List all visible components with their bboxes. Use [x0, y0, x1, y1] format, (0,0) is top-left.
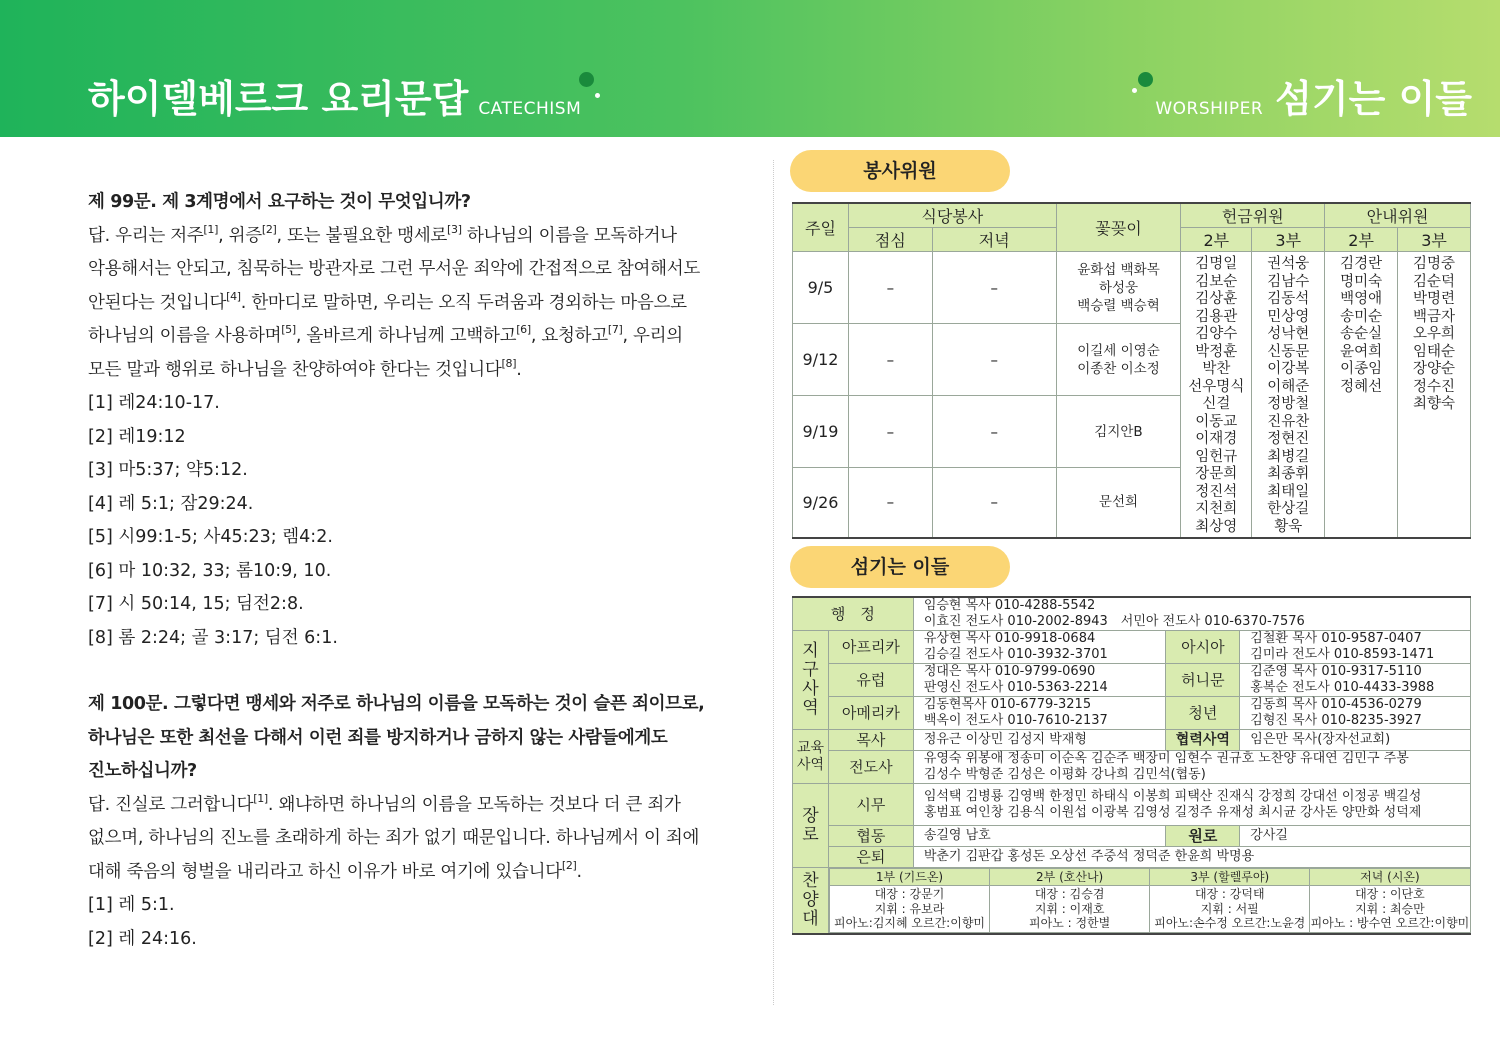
question-line: 제 100문. 그렇다면 맹세와 저주로 하나님의 이름을 모독하는 것이 슬픈 죄이므로, — [88, 694, 705, 714]
elders-label: 장 로 — [793, 784, 829, 868]
name-entry: 김양수 — [1195, 326, 1238, 342]
answer-99 — [88, 220, 743, 388]
name-entry: 김남수 — [1267, 273, 1310, 290]
choir-conductor: 지휘 : 유보라 — [874, 901, 945, 916]
education-pastors: 정유근 이상민 김성지 박재형 — [913, 730, 1166, 751]
catechism-subtitle: CATECHISM — [478, 99, 582, 119]
choir-leader: 대장 : 강덕태 — [1194, 887, 1265, 901]
choir-conductor: 지휘 : 이재호 — [1034, 901, 1105, 916]
name-entry: 최종휘 — [1267, 466, 1310, 482]
choir-accompanist: 피아노 : 방수연 오르간:이향미 — [1310, 916, 1470, 930]
name-entry: 이종찬 이소정 — [1077, 360, 1160, 377]
name-entry: 김보순 — [1195, 273, 1238, 290]
pastor-label: 목사 — [828, 730, 913, 751]
header-banner — [0, 0, 1500, 137]
reference-line: [1] 레24:10-17. — [88, 393, 220, 413]
name-entry: 김상훈 — [1195, 291, 1238, 307]
name-entry: 지천희 — [1195, 501, 1238, 517]
name-line: 홍범표 여인창 김용식 이원섭 이광복 김영성 길정주 유재성 최시균 강사돈 양만화 성덕제 — [923, 804, 1422, 820]
name-entry: 장양순 — [1413, 361, 1456, 377]
name-entry: 김순덕 — [1413, 273, 1456, 290]
table-row — [793, 597, 1471, 631]
catechism-title: 하이델베르크 요리문답 — [88, 77, 469, 121]
choir-group-name: 저녁 (시온) — [1310, 869, 1470, 886]
reference-line: [7] 시 50:14, 15; 딤전2:8. — [88, 594, 304, 614]
lunch-cell: – — [848, 396, 932, 468]
service-table — [792, 202, 1471, 539]
servers-table — [792, 596, 1471, 935]
name-entry: 하성웅 — [1098, 279, 1139, 296]
answer-line: 답. 진실로 그러합니다[1]. 왜냐하면 하나님의 이름을 모독하는 것보다 더 큰 죄가 — [88, 791, 681, 815]
dinner-cell: – — [932, 252, 1056, 324]
table-row — [793, 664, 1471, 697]
date-cell: 9/12 — [793, 324, 849, 396]
retired-elders: 박춘기 김판갑 홍성돈 오상선 주중석 정덕준 한윤희 박명용 — [913, 847, 1470, 868]
col-guide-3: 3부 — [1398, 228, 1471, 252]
answer-line: 하나님의 이름을 사용하며[5], 올바르게 하나님께 고백하고[6], 요청하고[7], 우리의 — [88, 323, 683, 346]
name-entry: 최병길 — [1267, 448, 1310, 465]
name-entry: 장문희 — [1195, 466, 1238, 482]
emeritus-label: 원로 — [1166, 826, 1240, 847]
name-entry: 정진석 — [1195, 483, 1238, 500]
col-cafeteria: 식당봉사 — [848, 203, 1056, 228]
worshiper-heading — [1155, 68, 1472, 123]
region-name: 허니문 — [1166, 664, 1240, 697]
assoc-elders: 송길영 남호 — [913, 826, 1166, 847]
region-contacts — [1240, 697, 1471, 730]
education-label: 교육 사역 — [793, 730, 829, 784]
table-row — [793, 730, 1471, 751]
choir-leader: 대장 : 김승겸 — [1034, 887, 1105, 901]
dinner-cell: – — [932, 468, 1056, 538]
contact-line: 홍복순 전도사 010-4433-3988 — [1250, 680, 1435, 695]
lunch-cell: – — [848, 468, 932, 538]
contact-line: 판영신 전도사 010-5363-2214 — [923, 680, 1108, 695]
name-entry: 박찬 — [1202, 361, 1231, 377]
lunch-cell: – — [848, 252, 932, 324]
region-name: 아프리카 — [828, 631, 913, 664]
name-entry: 이동교 — [1195, 413, 1238, 430]
choir-group-members — [1150, 886, 1310, 933]
name-entry: 이길세 이영순 — [1077, 342, 1160, 359]
region-label: 지 구 사 역 — [793, 631, 829, 730]
name-entry: 백영애 — [1340, 291, 1383, 307]
flower-cell — [1056, 324, 1181, 396]
retired-elder-label: 은퇴 — [828, 847, 913, 868]
contact-line: 김형진 목사 010-8235-3927 — [1250, 713, 1422, 728]
name-entry: 윤화섭 백화목 — [1077, 261, 1160, 278]
region-name: 청년 — [1166, 697, 1240, 730]
name-entry: 이해준 — [1267, 378, 1310, 395]
name-entry: 이재경 — [1195, 431, 1238, 447]
catechism-heading — [88, 68, 581, 123]
answer-line: 모든 말과 행위로 하나님을 찬양하여야 한다는 것입니다[8]. — [88, 356, 522, 380]
guide-2-names — [1325, 252, 1398, 538]
col-offering-3: 3부 — [1252, 228, 1325, 252]
choir-group-members — [1310, 886, 1470, 933]
table-row — [793, 784, 1471, 826]
evangelist-names — [913, 751, 1470, 784]
green-dot-icon — [1138, 72, 1153, 87]
name-entry: 성낙현 — [1267, 326, 1310, 342]
contact-line: 이효진 전도사 010-2002-8943 서민아 전도사 010-6370-7576 — [923, 614, 1305, 629]
name-entry: 박명련 — [1413, 291, 1456, 307]
choir-accompanist: 피아노 : 정한별 — [1029, 916, 1111, 930]
contact-line: 김승길 전도사 010-3932-3701 — [923, 647, 1108, 662]
green-dot-icon — [579, 72, 594, 87]
col-lunch: 점심 — [848, 228, 932, 252]
region-name: 유럽 — [828, 664, 913, 697]
assoc-elder-label: 협동 — [828, 826, 913, 847]
region-contacts — [913, 664, 1166, 697]
name-entry: 김경란 — [1340, 256, 1383, 272]
answer-line: 답. 우리는 저주[1], 위증[2], 또는 불필요한 맹세로[3] 하나님의 이름을 모독하거나 — [88, 222, 677, 246]
flower-cell — [1056, 252, 1181, 324]
name-entry: 한상길 — [1267, 501, 1310, 517]
admin-contacts — [913, 597, 1470, 631]
worshiper-subtitle: WORSHIPER — [1155, 99, 1264, 119]
reference-line: [2] 레19:12 — [88, 426, 186, 447]
region-contacts — [1240, 664, 1471, 697]
choir-table — [829, 868, 1471, 933]
name-entry: 임태순 — [1413, 343, 1456, 360]
choir-group-name: 1부 (기드온) — [829, 869, 989, 886]
name-entry: 정수진 — [1413, 378, 1456, 395]
choir-conductor: 지휘 : 최승만 — [1355, 901, 1425, 916]
question-line: 진노하십니까? — [88, 761, 197, 781]
reference-line: [5] 시99:1-5; 사45:23; 렘4:2. — [88, 527, 333, 547]
table-row — [793, 868, 1471, 934]
col-guide-2: 2부 — [1325, 228, 1398, 252]
region-name: 아시아 — [1166, 631, 1240, 664]
name-entry: 이종임 — [1340, 361, 1383, 377]
contact-line: 김준영 목사 010-9317-5110 — [1250, 664, 1422, 679]
contact-line: 백옥이 전도사 010-7610-2137 — [923, 713, 1108, 728]
references-99 — [88, 387, 743, 655]
choir-accompanist: 피아노:손수정 오르간:노윤경 — [1154, 916, 1306, 930]
dinner-cell: – — [932, 396, 1056, 468]
table-row — [793, 631, 1471, 664]
col-offering-2: 2부 — [1181, 228, 1252, 252]
choir-leader: 대장 : 강문기 — [874, 887, 945, 901]
guide-3-names — [1398, 252, 1471, 538]
name-entry: 박정훈 — [1195, 343, 1238, 360]
name-entry: 백금자 — [1413, 308, 1456, 325]
region-name: 아메리카 — [828, 697, 913, 730]
white-dot-icon — [1132, 88, 1137, 93]
name-entry: 임헌규 — [1195, 448, 1238, 465]
name-entry: 백승렬 백승혁 — [1077, 297, 1160, 314]
col-offering: 헌금위원 — [1181, 203, 1325, 228]
col-flower: 꽃꽂이 — [1056, 203, 1181, 252]
name-entry: 진유찬 — [1267, 413, 1310, 430]
choir-label: 찬 양 대 — [793, 868, 829, 934]
name-entry: 김명중 — [1413, 256, 1456, 272]
catechism-body — [88, 186, 743, 956]
flower-cell — [1056, 396, 1181, 468]
name-entry: 최태일 — [1267, 483, 1310, 500]
worshiper-title: 섬기는 이들 — [1275, 77, 1472, 121]
reference-line: [1] 레 5:1. — [88, 895, 175, 915]
name-line: 임석택 김병룡 김영백 한정민 하태식 이봉희 피택산 진재식 강정희 강대선 이정공 백길성 — [923, 788, 1422, 804]
region-contacts — [1240, 631, 1471, 664]
answer-line: 악용해서는 안되고, 침묵하는 방관자로 그런 무서운 죄악에 간접적으로 참여해서도 — [88, 259, 700, 279]
question-line: 하나님은 또한 최선을 다해서 이런 죄를 방지하거나 금하지 않는 사람들에게도 — [88, 727, 668, 748]
name-entry: 송순실 — [1340, 326, 1383, 342]
name-entry: 정혜선 — [1340, 378, 1383, 395]
choir-leader: 대장 : 이단호 — [1355, 887, 1425, 901]
name-entry: 김지안B — [1094, 423, 1143, 440]
name-line: 김성수 박형준 김성은 이평화 강나희 김민석(협동) — [923, 767, 1206, 782]
question-100 — [88, 688, 743, 789]
answer-line: 대해 죽음의 형벌을 내리라고 하신 이유가 바로 여기에 있습니다[2]. — [88, 858, 582, 882]
reference-line: [4] 레 5:1; 잠29:24. — [88, 493, 254, 514]
region-contacts — [913, 631, 1166, 664]
region-contacts — [913, 697, 1166, 730]
name-entry: 이강복 — [1267, 361, 1310, 377]
contact-line: 김철환 목사 010-9587-0407 — [1250, 631, 1422, 646]
answer-100 — [88, 789, 743, 890]
servers-section-title: 섬기는 이들 — [790, 546, 1010, 588]
name-entry: 정방철 — [1267, 396, 1310, 412]
column-divider — [773, 160, 774, 1005]
reference-line: [2] 레 24:16. — [88, 928, 197, 949]
choir-group-name: 3부 (할렐루야) — [1150, 869, 1310, 886]
table-row — [793, 826, 1471, 847]
col-date: 주일 — [793, 203, 849, 252]
answer-line: 없으며, 하나님의 진노를 초래하게 하는 죄가 없기 때문입니다. 하나님께서 이 죄에 — [88, 828, 700, 848]
flower-cell — [1056, 468, 1181, 538]
coop-label: 협력사역 — [1166, 730, 1240, 751]
choir-group-name: 2부 (호산나) — [990, 869, 1150, 886]
name-entry: 송미순 — [1340, 308, 1383, 325]
name-entry: 선우명식 — [1188, 378, 1245, 395]
answer-line: 안된다는 것입니다[4]. 한마디로 말하면, 우리는 오직 두려움과 경외하는 마음으로 — [88, 289, 687, 313]
col-guide: 안내위원 — [1325, 203, 1471, 228]
choir-group-members — [990, 886, 1150, 933]
choir-conductor: 지휘 : 서필 — [1200, 901, 1259, 916]
date-cell: 9/19 — [793, 396, 849, 468]
table-row — [793, 751, 1471, 784]
choir-grid — [828, 868, 1470, 934]
name-entry: 김명일 — [1195, 256, 1238, 272]
name-entry: 김용관 — [1195, 308, 1238, 325]
question-99: 제 99문. 제 3계명에서 요구하는 것이 무엇입니까? — [88, 192, 471, 212]
name-entry: 최상영 — [1195, 518, 1238, 535]
emeritus-elders: 강사길 — [1240, 826, 1471, 847]
contact-line: 임승현 목사 010-4288-5542 — [923, 598, 1096, 613]
name-line: 유영숙 위봉애 정송미 이순옥 김순주 백장미 임현수 권규호 노찬양 유대연 김민구 주봉 — [923, 751, 1409, 766]
table-row — [793, 252, 1471, 324]
contact-line: 김동현목사 010-6779-3215 — [923, 697, 1092, 712]
lunch-cell: – — [848, 324, 932, 396]
references-100 — [88, 889, 743, 956]
name-entry: 문선희 — [1098, 494, 1139, 511]
table-row — [793, 697, 1471, 730]
date-cell: 9/26 — [793, 468, 849, 538]
name-entry: 신걸 — [1202, 396, 1231, 412]
reference-line: [6] 마 10:32, 33; 롬10:9, 10. — [88, 560, 332, 581]
admin-label: 행 정 — [793, 597, 914, 631]
name-entry: 황욱 — [1274, 518, 1303, 535]
choir-group-members — [829, 886, 989, 933]
name-entry: 권석웅 — [1267, 256, 1310, 272]
contact-line: 정대은 목사 010-9799-0690 — [923, 664, 1096, 679]
coop-ministry: 임은만 목사(장자선교회) — [1240, 730, 1471, 751]
choir-accompanist: 피아노:김지혜 오르간:이향미 — [834, 916, 986, 930]
date-cell: 9/5 — [793, 252, 849, 324]
name-entry: 최향숙 — [1413, 396, 1456, 412]
service-section-title: 봉사위원 — [790, 150, 1010, 192]
active-elders — [913, 784, 1470, 826]
active-elder-label: 시무 — [828, 784, 913, 826]
reference-line: [3] 마5:37; 약5:12. — [88, 460, 248, 480]
name-entry: 신동문 — [1267, 343, 1310, 360]
contact-line: 김미라 전도사 010-8593-1471 — [1250, 647, 1435, 662]
contact-line: 김동희 목사 010-4536-0279 — [1250, 697, 1422, 712]
name-entry: 윤여희 — [1340, 343, 1383, 360]
white-dot-icon — [595, 93, 600, 98]
name-entry: 김동석 — [1267, 291, 1310, 307]
table-row — [793, 847, 1471, 868]
name-entry: 민상영 — [1267, 308, 1310, 325]
col-dinner: 저녁 — [932, 228, 1056, 252]
name-entry: 정현진 — [1267, 431, 1310, 447]
reference-line: [8] 롬 2:24; 골 3:17; 딤전 6:1. — [88, 627, 338, 648]
name-entry: 명미숙 — [1340, 273, 1383, 290]
contact-line: 유상현 목사 010-9918-0684 — [923, 631, 1096, 646]
offering-3-names — [1252, 252, 1325, 538]
offering-2-names — [1181, 252, 1252, 538]
evangelist-label: 전도사 — [828, 751, 913, 784]
name-entry: 오우희 — [1413, 326, 1456, 342]
dinner-cell: – — [932, 324, 1056, 396]
